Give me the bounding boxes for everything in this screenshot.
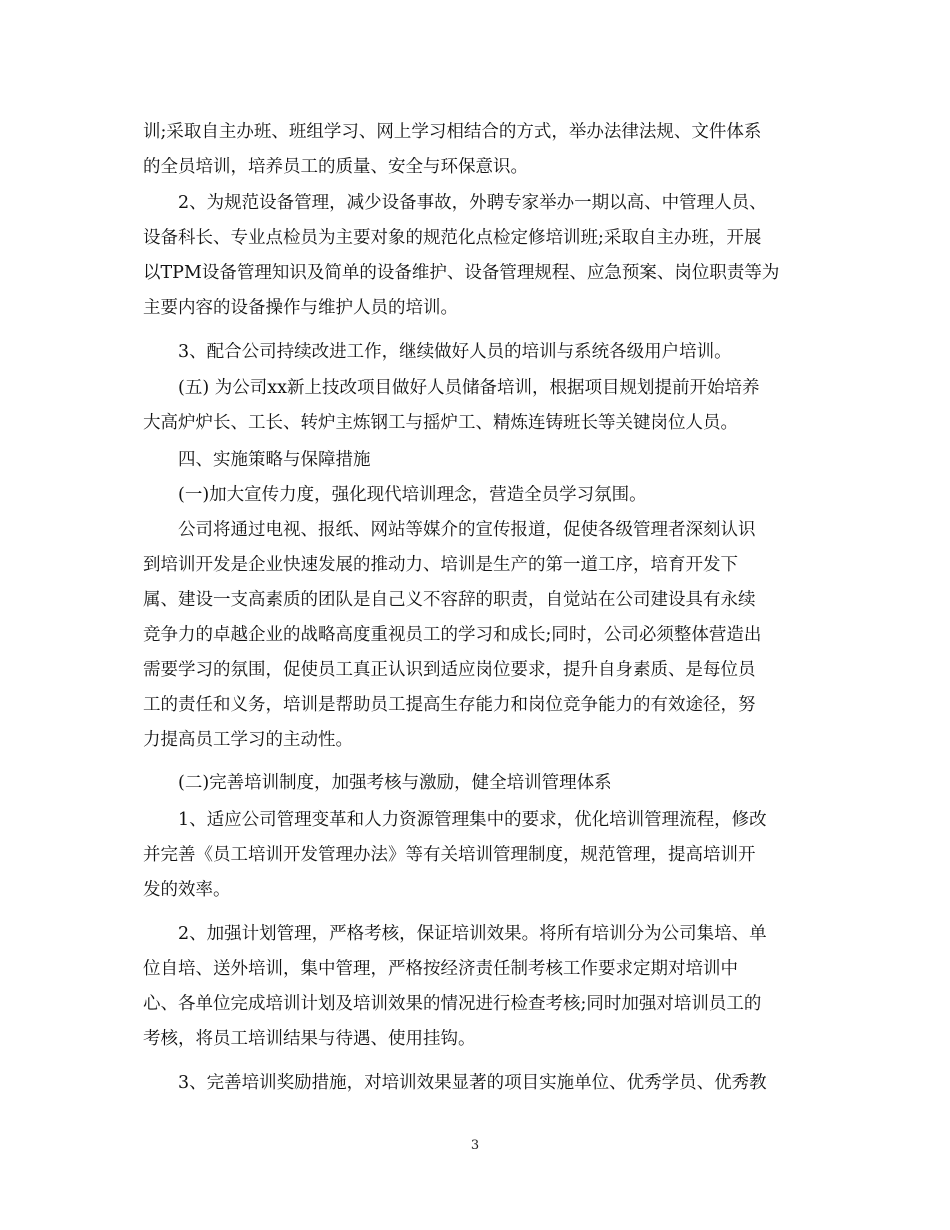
text-line: 的全员培训，培养员工的质量、安全与环保意识。 [143, 157, 528, 177]
text-line: 并完善《员工培训开发管理办法》等有关培训管理制度，规范管理，提高培训开 [143, 845, 756, 865]
text-line: 到培训开发是企业快速发展的推动力、培训是生产的第一道工序，培育开发下 [143, 555, 738, 575]
paragraph-line: 公司将通过电视、报纸、网站等媒介的宣传报道，促使各级管理者深刻认识 [178, 520, 756, 540]
subsection-heading: (二)完善培训制度，加强考核与激励，健全培训管理体系 [178, 773, 612, 793]
text-line: 工的责任和义务，培训是帮助员工提高生存能力和岗位竞争能力的有效途径，努 [143, 695, 756, 715]
text-line: 需要学习的氛围，促使员工真正认识到适应岗位要求，提升自身素质、是每位员 [143, 660, 756, 680]
text-line: 大高炉炉长、工长、转炉主炼钢工与摇炉工、精炼连铸班长等关键岗位人员。 [143, 413, 738, 433]
text-line: 发的效率。 [143, 880, 231, 900]
text-line: 训;采取自主办班、班组学习、网上学习相结合的方式，举办法律法规、文件体系 [143, 122, 762, 142]
paragraph-line: 2、加强计划管理，严格考核，保证培训效果。将所有培训分为公司集培、单 [178, 924, 767, 944]
text-line: 以TPM设备管理知识及简单的设备维护、设备管理规程、应急预案、岗位职责等为 [143, 263, 780, 283]
text-line: 主要内容的设备操作与维护人员的培训。 [143, 298, 458, 318]
text-line: 设备科长、专业点检员为主要对象的规范化点检定修培训班;采取自主办班，开展 [143, 228, 762, 248]
text-line: 力提高员工学习的主动性。 [143, 730, 353, 750]
paragraph-line: 3、配合公司持续改进工作，继续做好人员的培训与系统各级用户培训。 [178, 342, 732, 362]
paragraph-line: (五) 为公司xx新上技改项目做好人员储备培训，根据项目规划提前开始培养 [178, 378, 760, 398]
paragraph-line: 2、为规范设备管理，减少设备事故，外聘专家举办一期以高、中管理人员、 [178, 193, 767, 213]
page-number: 3 [470, 1138, 480, 1153]
section-heading: 四、实施策略与保障措施 [178, 450, 371, 470]
text-line: 位自培、送外培训，集中管理，严格按经济责任制考核工作要求定期对培训中 [143, 959, 738, 979]
paragraph-line: 3、完善培训奖励措施，对培训效果显著的项目实施单位、优秀学员、优秀教 [178, 1073, 767, 1093]
paragraph-line: 1、适应公司管理变革和人力资源管理集中的要求，优化培训管理流程，修改 [178, 810, 767, 830]
text-line: 心、各单位完成培训计划及培训效果的情况进行检查考核;同时加强对培训员工的 [143, 994, 762, 1014]
text-line: 属、建设一支高素质的团队是自己义不容辞的职责，自觉站在公司建设具有永续 [143, 590, 756, 610]
text-line: 考核，将员工培训结果与待遇、使用挂钩。 [143, 1029, 476, 1049]
subsection-heading: (一)加大宣传力度，强化现代培训理念，营造全员学习氛围。 [178, 485, 647, 505]
text-line: 竞争力的卓越企业的战略高度重视员工的学习和成长;同时，公司必须整体营造出 [143, 625, 762, 645]
